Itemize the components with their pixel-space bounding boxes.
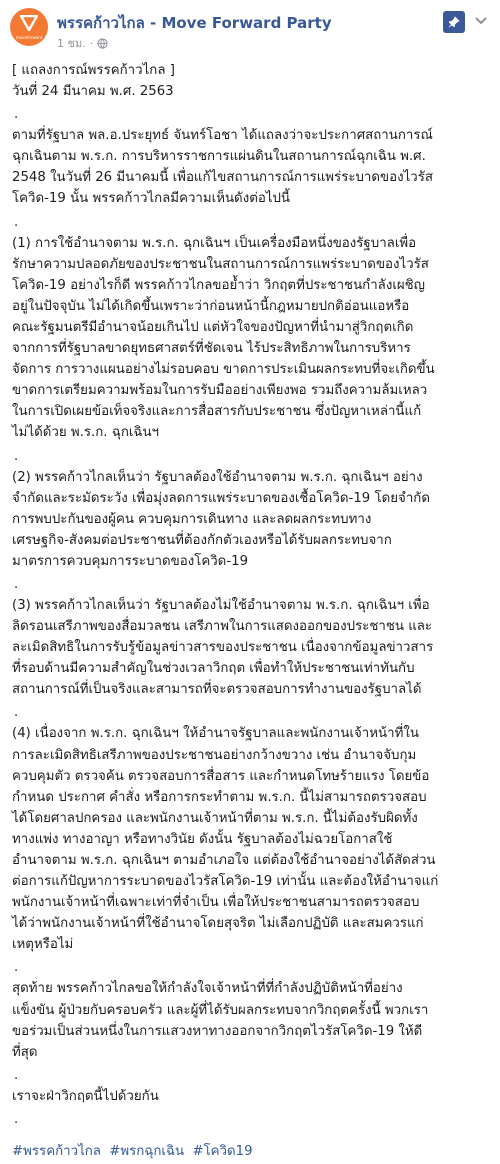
point-3: (3) พรรคก้าวไกลเห็นว่า รัฐบาลต้องไม่ใช้อำนาจตาม พ.ร.ก. ฉุกเฉินฯ เพื่อ ลิดรอนเสรีภาพของสื่อมวลชน เสรีภาพในการแสดงออกของประชาชน และ ละเมิดสิทธิในการรับรู้ข้อมูลข่าวสารของประชาชน เนื่องจากข้อมูลข่าวสาร ที่รอบด้านมีความสำคัญในช่วงเวลาวิกฤต เพื่อทำให้ประชาชนเท่าทันกับ สถานการณ์ที่เป็นจริงและสามารถที่จะตรวจสอบการทำงานของรัฐบาลได้	[12, 597, 434, 698]
paragraph-separator: .	[14, 448, 19, 464]
hashtag-list	[12, 1140, 487, 1161]
signoff: เราจะฝ่าวิกฤตนี้ไปด้วยกัน	[12, 1088, 159, 1104]
paragraph-separator: .	[14, 960, 19, 976]
move-forward-logo-icon	[20, 15, 38, 35]
paragraph-separator: .	[14, 576, 19, 592]
hashtag-link[interactable]: #โควิด19	[192, 1143, 253, 1159]
paragraph-separator: .	[14, 1111, 19, 1127]
point-4: (4) เนื่องจาก พ.ร.ก. ฉุกเฉินฯ ให้อำนาจรัฐบาลและพนักงานเจ้าหน้าที่ใน การละเมิดสิทธิเสรีภาพของประชาชนอย่างกว้างขวาง เช่น อำนาจจับกุม ควบคุมตัว ตรวจค้น ตรวจสอบการสื่อสาร และกำหนดโทษร้ายแรง โดยข้อ กำหนด ประกาศ คำสั่ง หรือการกระทำตาม พ.ร.ก. นี้ไม่สามารถตรวจสอบ ได้โดยศาลปกครอง และพนักงานเจ้าหน้าที่ตาม พ.ร.ก. นี้ไม่ต้องรับผิดทั้ง ทางแพ่ง ทางอาญา หรือทางวินัย ดังนั้น รัฐบาลต้องไม่ฉวยโอกาสใช้ อำนาจตาม พ.ร.ก. ฉุกเฉินฯ ตามอำเภอใจ แต่ต้องใช้อำนาจอย่างได้สัดส่วน ต่อการแก้ปัญหาการระบาดของไวรัสโควิด-19 เท่านั้น และต้องให้อำนาจแก่ พนักงานเจ้าหน้าที่เฉพาะเท่าที่จำเป็น เพื่อให้ประชาชนสามารถตรวจสอบ ได้ว่าพนักงานเจ้าหน้าที่ใช้อำนาจโดยสุจริต ไม่เลือกปฏิบัติ และสมควรแก่ เหตุหรือไม่	[12, 726, 439, 953]
paragraph-separator: .	[14, 1067, 19, 1083]
post-header	[0, 0, 500, 56]
page-name-link[interactable]: พรรคก้าวไกล - Move Forward Party	[57, 14, 332, 32]
intro-paragraph: ตามที่รัฐบาล พล.อ.ประยุทธ์ จันทร์โอชา ได้แถลงว่าจะประกาศสถานการณ์ ฉุกเฉินตาม พ.ร.ก. การบริหารราชการแผ่นดินในสถานการณ์ฉุกเฉิน พ.ศ. 2548 ในวันที่ 26 มีนาคมนี้ เพื่อแก้ไขสถานการณ์การแพร่ระบาดของไวรัส โควิด-19 นั้น พรรคก้าวไกลมีความเห็นดังต่อไปนี้	[12, 128, 433, 207]
pin-icon[interactable]	[443, 11, 465, 33]
point-2: (2) พรรคก้าวไกลเห็นว่า รัฐบาลต้องใช้อำนาจตาม พ.ร.ก. ฉุกเฉินฯ อย่าง จำกัดและระมัดระวัง เพื่อมุ่งลดการแพร่ระบาดของเชื้อโควิด-19 โดยจำกัด การพบปะกันของผู้คน ควบคุมการเดินทาง และลดผลกระทบทาง เศรษฐกิจ-สังคมต่อประชาชนที่ต้องกักตัวเองหรือได้รับผลกระทบจาก มาตรการควบคุมการระบาดของโควิด-19	[12, 469, 430, 569]
heading-date: วันที่ 24 มีนาคม พ.ศ. 2563	[12, 84, 174, 100]
paragraph-separator: .	[14, 107, 19, 123]
post-body	[0, 56, 500, 1161]
closing-paragraph: สุดท้าย พรรคก้าวไกลขอให้กำลังใจเจ้าหน้าที่ที่กำลังปฏิบัติหน้าที่อย่าง แข็งขัน ผู้ป่วยกับครอบครัว และผู้ที่ได้รับผลกระทบจากวิกฤตครั้งนี้ พวกเรา ขอร่วมเป็นส่วนหนึ่งในการแสวงหาทางออกจากวิกฤตไวรัสโควิด-19 ให้ดี ที่สุด	[12, 981, 429, 1060]
chevron-down-icon[interactable]	[473, 12, 489, 28]
heading-line-1: [ แถลงการณ์พรรคก้าวไกล ]	[12, 63, 175, 78]
globe-icon[interactable]	[97, 38, 108, 49]
statement-heading	[12, 60, 487, 102]
point-1: (1) การใช้อำนาจตาม พ.ร.ก. ฉุกเฉินฯ เป็นเครื่องมือหนึ่งของรัฐบาลเพื่อ รักษาความปลอดภัยของประชาชนในสถานการณ์การแพร่ระบาดของไวรัส โควิด-19 อย่างไรก็ดี พรรคก้าวไกลขอย้ำว่า วิกฤตที่ประชาชนกำลังเผชิญ อยู่ในปัจจุบัน ไม่ได้เกิดขึ้นเพราะว่าก่อนหน้านี้กฎหมายปกติอ่อนแอหรือ คณะรัฐมนตรีมีอำนาจน้อยเกินไป แต่หัวใจของปัญหาที่นำมาสู่วิกฤตเกิด จากการที่รัฐบาลขาดยุทธศาสตร์ที่ชัดเจน ไร้ประสิทธิภาพในการบริหาร จัดการ การวางแผนอย่างไม่รอบคอบ ขาดการประเมินผลกระทบที่จะเกิดขึ้น ขาดการเตรียมความพร้อมในการรับมืออย่างเพียงพอ รวมถึงความล้มเหลว ในการเปิดเผยข้อเท็จจริงและการสื่อสารกับประชาชน ซึ่งปัญหาเหล่านี้แก้ ไม่ได้ด้วย พ.ร.ก. ฉุกเฉินฯ	[12, 235, 435, 441]
avatar-wordmark: moveforward	[15, 34, 43, 40]
paragraph-separator: .	[14, 214, 19, 230]
paragraph-separator: .	[14, 705, 19, 721]
page-avatar[interactable]	[10, 8, 48, 46]
post-time[interactable]: 1 ชม.	[57, 37, 86, 50]
hashtag-link[interactable]: #พรรคก้าวไกล	[12, 1143, 101, 1159]
hashtag-link[interactable]: #พรกฉุกเฉิน	[109, 1143, 185, 1159]
meta-separator: ·	[89, 36, 94, 50]
post-meta	[57, 34, 108, 52]
